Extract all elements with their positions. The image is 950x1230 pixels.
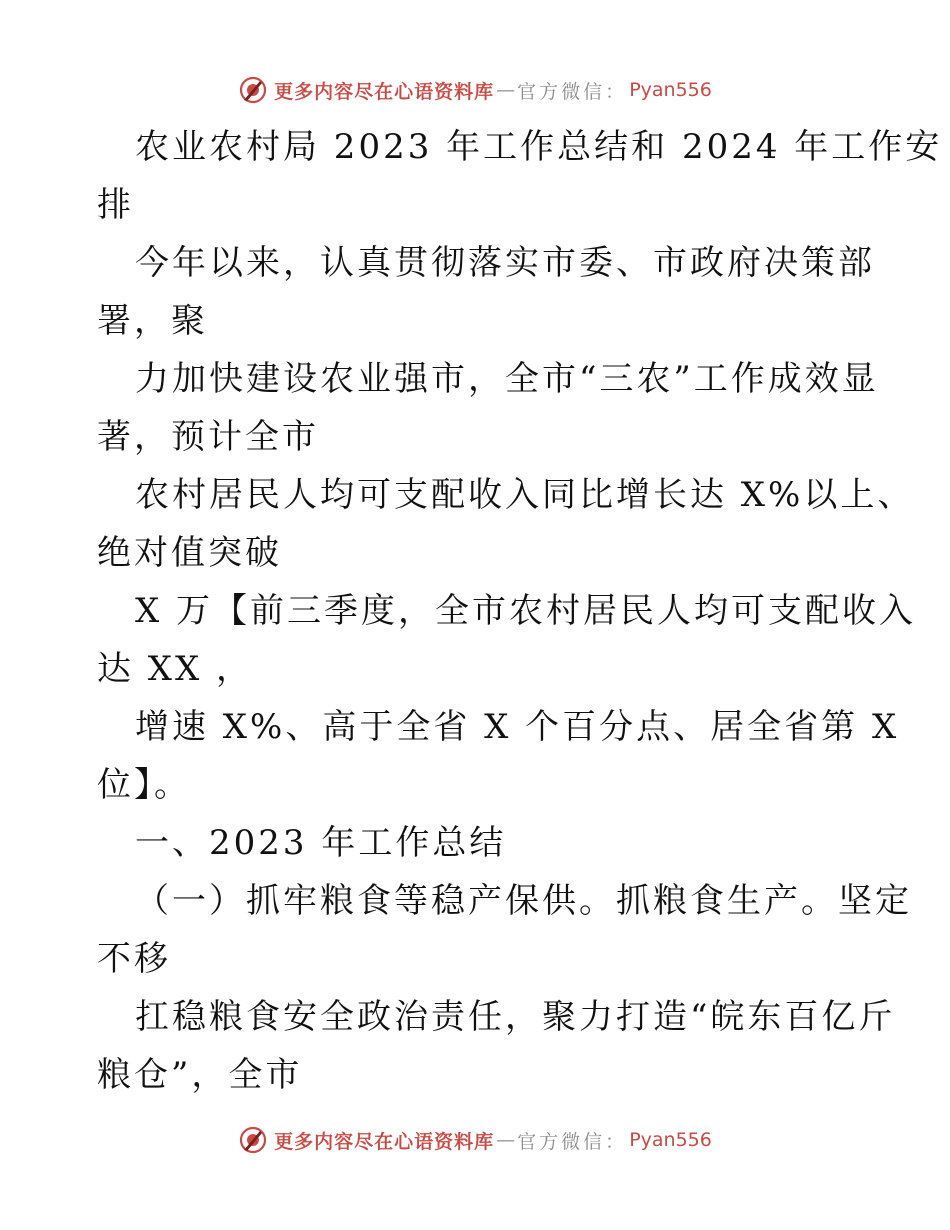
text-line: 达 XX ，: [97, 649, 254, 689]
text-line: 著，预计全市: [97, 417, 319, 457]
text-line: 位】。: [97, 765, 191, 805]
text-line: 今年以来，认真贯彻落实市委、市政府决策部: [135, 243, 875, 283]
watermark-official: 官方微信：: [517, 80, 628, 103]
text-line: 粮仓”，全市: [97, 1055, 303, 1095]
text-line: 扛稳粮食安全政治责任，聚力打造“皖东百亿斤: [135, 997, 896, 1037]
text-line: （一）抓牢粮食等稳产保供。抓粮食生产。坚定: [135, 881, 912, 921]
text-line: 农业农村局 2023 年工作总结和 2024 年工作安: [135, 127, 943, 167]
text-line: 不移: [97, 939, 171, 979]
text-line: 力加快建设农业强市，全市“三农”工作成效显: [135, 359, 879, 399]
document-body: [97, 118, 943, 1104]
watermark-brand: 更多内容尽在心语资料库: [274, 1130, 495, 1153]
watermark-separator: —: [496, 1129, 516, 1151]
watermark-footer: [0, 1120, 950, 1160]
watermark-separator: —: [496, 79, 516, 101]
text-line: 绝对值突破: [97, 533, 282, 573]
watermark-header: [0, 70, 950, 110]
text-line: 署，聚: [97, 301, 208, 341]
text-line: X 万【前三季度，全市农村居民人均可支配收入: [135, 591, 917, 631]
text-line: 排: [97, 185, 134, 225]
watermark-handle: Pyan556: [629, 79, 712, 101]
quill-logo-icon: [238, 1125, 268, 1155]
watermark-official: 官方微信：: [517, 1130, 628, 1153]
watermark-handle: Pyan556: [629, 1129, 712, 1151]
quill-logo-icon: [238, 75, 268, 105]
watermark-brand: 更多内容尽在心语资料库: [274, 80, 495, 103]
text-line: 农村居民人均可支配收入同比增长达 X%以上、: [135, 475, 915, 515]
text-line: 一、2023 年工作总结: [135, 823, 507, 863]
text-line: 增速 X%、高于全省 X 个百分点、居全省第 X: [135, 707, 900, 747]
